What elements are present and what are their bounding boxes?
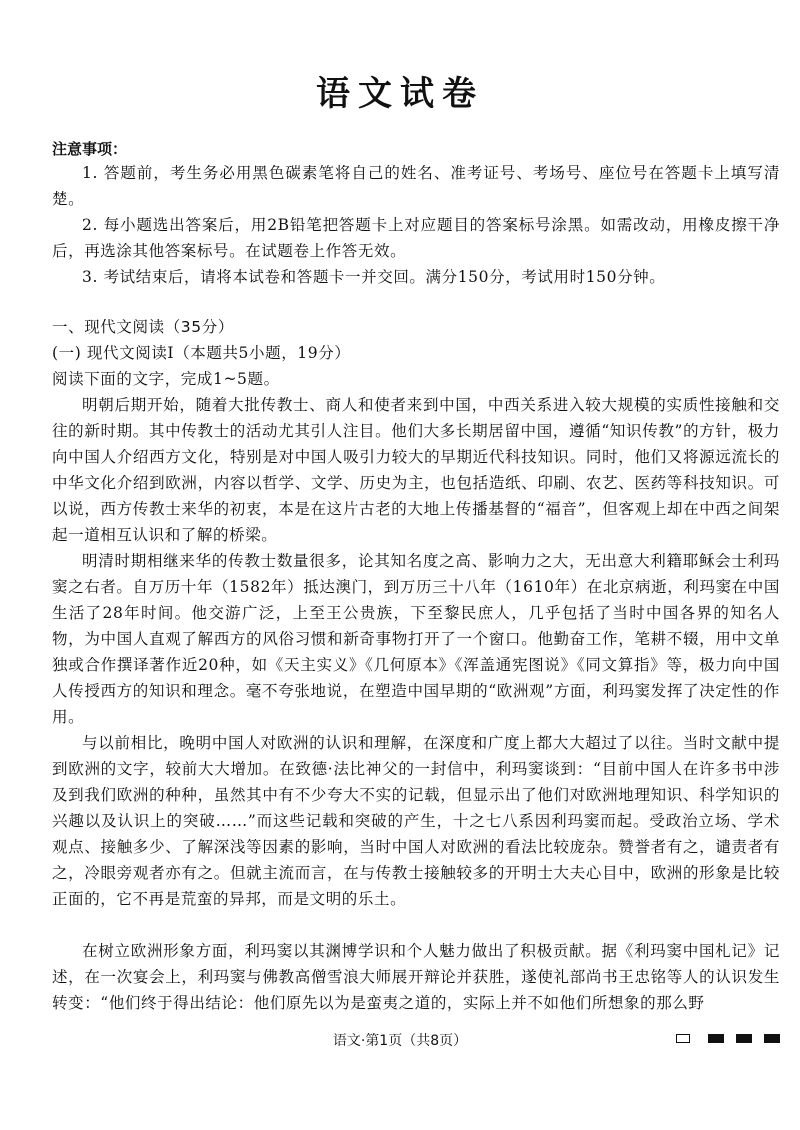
filled-box-mark	[736, 1034, 752, 1043]
section-instruction: 阅读下面的文字，完成1~5题。	[52, 370, 280, 388]
filled-box-mark	[764, 1034, 780, 1043]
notice-item-3: 3. 考试结束后，请将本试卷和答题卡一并交回。满分150分，考试用时150分钟。	[82, 268, 666, 286]
page-footer: 语文·第1页（共8页）	[332, 1033, 468, 1049]
open-box-mark	[676, 1034, 690, 1043]
notice-item-1: 1. 答题前，考生务必用黑色碳素笔将自己的姓名、准考证号、考场号、座位号在答题卡上填写清楚。	[52, 164, 780, 208]
section-heading: 一、现代文阅读（35分）	[52, 318, 234, 336]
page-title: 语文试卷	[316, 74, 484, 114]
section-subheading: (一) 现代文阅读Ⅰ（本题共5小题，19分）	[52, 344, 351, 362]
passage-paragraph-2: 明清时期相继来华的传教士数量很多，论其知名度之高、影响力之大，无出意大利籍耶稣会士利玛窦之右者。自万历十年（1582年）抵达澳门，到万历三十八年（1610年）在北京病逝，利玛窦在中国生活了28年时间。他交游广泛，上至王公贵族，下至黎民庶人，几乎包括了当时中国各界的知名人物，为中国人直观了解西方的风俗习惯和新奇事物打开了一个窗口。他勤奋工作，笔耕不辍，用中文单独或合作撰译著作近20种，如《天主实义》《几何原本》《浑盖通宪图说》《同文算指》等，极力向中国人传授西方的知识和理念。毫不夸张地说，在塑造中国早期的“欧洲观”方面，利玛窦发挥了决定性的作用。	[52, 552, 780, 726]
passage-paragraph-3: 与以前相比，晚明中国人对欧洲的认识和理解，在深度和广度上都大大超过了以往。当时文献中提到欧洲的文字，较前大大增加。在致德·法比神父的一封信中，利玛窦谈到：“目前中国人在许多书中涉及到我们欧洲的种种，虽然其中有不少夸大不实的记载，但显示出了他们对欧洲地理知识、科学知识的兴趣以及认识上的突破……”而这些记载和突破的产生，十之七八系因利玛窦而起。受政治立场、学术观点、接触多少、了解深浅等因素的影响，当时中国人对欧洲的看法比较庞杂。赞誉者有之，谴责者有之，冷眼旁观者亦有之。但就主流而言，在与传教士接触较多的开明士大夫心目中，欧洲的形象是比较正面的，它不再是荒蛮的异邦，而是文明的乐土。	[52, 734, 780, 908]
notice-item-2: 2. 每小题选出答案后，用2B铅笔把答题卡上对应题目的答案标号涂黑。如需改动，用橡皮擦干净后，再选涂其他答案标号。在试题卷上作答无效。	[52, 216, 780, 260]
passage-paragraph-4: 在树立欧洲形象方面，利玛窦以其渊博学识和个人魅力做出了积极贡献。据《利玛窦中国札记》记述，在一次宴会上，利玛窦与佛教高僧雪浪大师展开辩论并获胜，遂使礼部尚书王忠铭等人的认识发生转变：“他们终于得出结论：他们原先以为是蛮夷之道的，实际上并不如他们所想象的那么野	[52, 942, 780, 1012]
notice-heading: 注意事项：	[52, 140, 128, 158]
filled-box-mark	[708, 1034, 724, 1043]
passage-paragraph-1: 明朝后期开始，随着大批传教士、商人和使者来到中国，中西关系进入较大规模的实质性接触和交往的新时期。其中传教士的活动尤其引人注目。他们大多长期居留中国，遵循“知识传教”的方针，极力向中国人介绍西方文化，特别是对中国人吸引力较大的早期近代科技知识。同时，他们又将源远流长的中华文化介绍到欧洲，内容以哲学、文学、历史为主，也包括造纸、印刷、农艺、医药等科技知识。可以说，西方传教士来华的初衷，本是在这片古老的大地上传播基督的“福音”，但客观上却在中西之间架起一道相互认识和了解的桥梁。	[52, 396, 780, 544]
